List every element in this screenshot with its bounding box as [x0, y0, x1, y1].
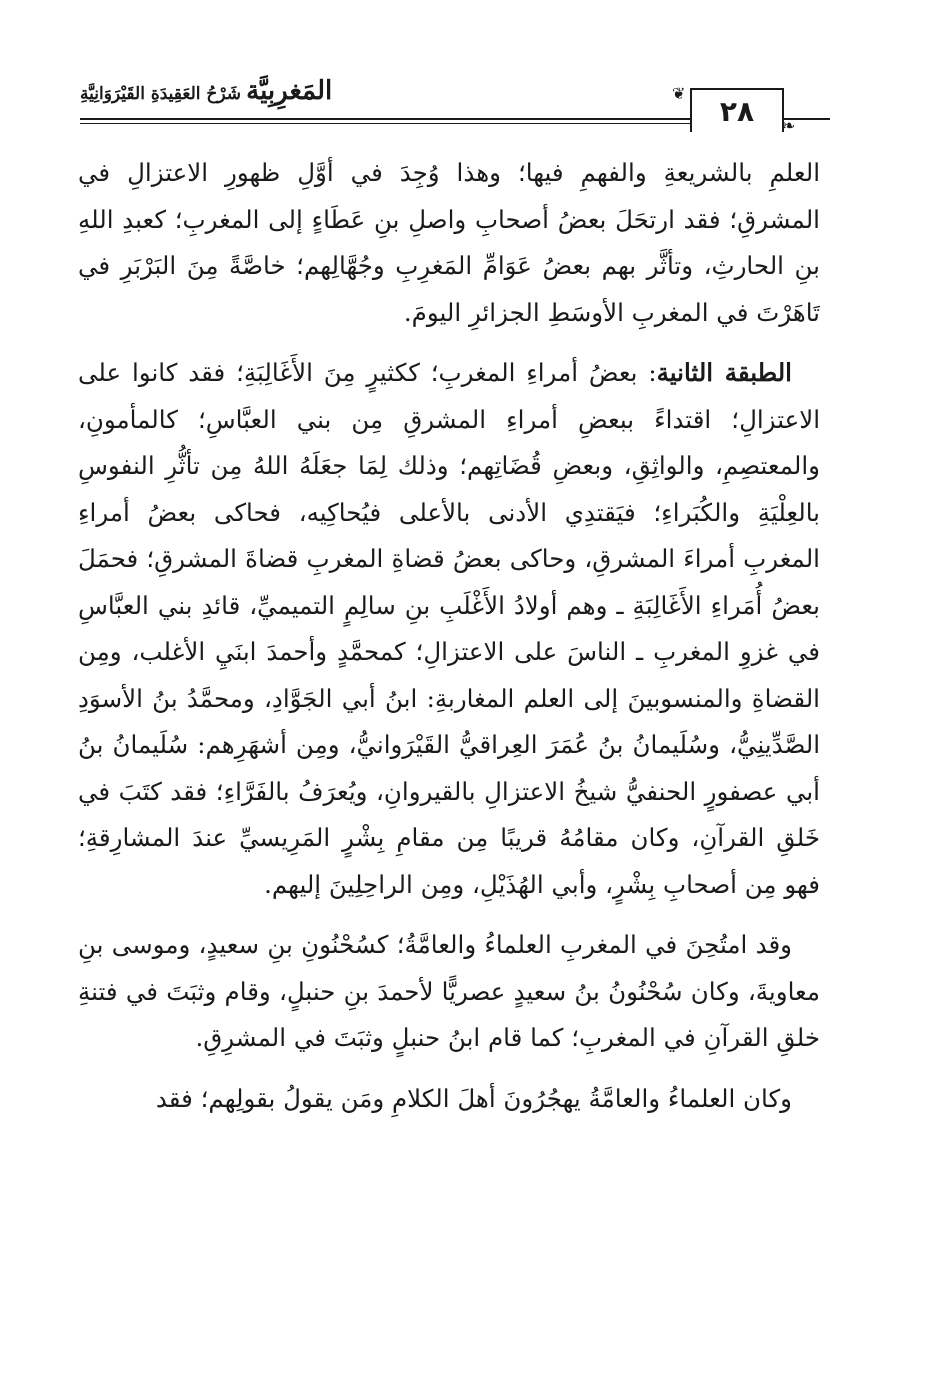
page-header: [0, 70, 928, 140]
section-lead: الطبقة الثانية: [656, 358, 792, 387]
paragraph: [78, 150, 820, 336]
paragraph: [78, 1076, 820, 1123]
book-subtitle: شَرْحُ العَقِيدَةِ القَيْرَوَانِيَّةِ: [80, 84, 242, 104]
page-number-box: [690, 88, 784, 132]
ornament-icon: ❧: [782, 116, 796, 135]
paragraph-text: وكان العلماءُ والعامَّةُ يهجُرُونَ أهلَ الكلامِ ومَن يقولُ بقولِهم؛ فقد: [155, 1083, 792, 1113]
running-title: [80, 76, 332, 106]
ornament-icon: ❦: [672, 84, 686, 103]
paragraph-text: وقد امتُحِنَ في المغربِ العلماءُ والعامَّةُ؛ كسُحْنُونِ بنِ سعيدٍ، وموسى بنِ معاويةَ، وكان سُحْنُونُ بنُ سعيدٍ عصريًّا لأحمدَ بنِ حنبلٍ، وقام وثبَتَ في فتنةِ خلقِ القرآنِ في المغربِ؛ كما قام ابنُ حنبلٍ وثبَتَ في المشرِقِ.: [78, 930, 820, 1052]
paragraph-text: العلمِ بالشريعةِ والفهمِ فيها؛ وهذا وُجِدَ في أوَّلِ ظهورِ الاعتزالِ في المشرقِ؛ فقد ارتحَلَ بعضُ أصحابِ واصلِ بنِ عَطَاءٍ إلى المغربِ؛ كعبدِ اللهِ بنِ الحارثِ، وتأثَّر بهم بعضُ عَوَامِّ المَغرِبِ وجُهَّالِهم؛ خاصَّةً مِنَ البَرْبَرِ في تَاهَرْتَ في المغربِ الأوسَطِ الجزائرِ اليومَ.: [78, 158, 820, 327]
paragraph-text: : بعضُ أمراءِ المغربِ؛ ككثيرٍ مِنَ الأَغَالِبَةِ؛ فقد كانوا على الاعتزالِ؛ اقتداءً ببعضِ أمراءِ المشرقِ مِن بني العبَّاسِ؛ كالمأمونِ، والمعتصِمِ، والواثِقِ، وبعضِ قُضَاتِهم؛ وذلك لِمَا جعَلَهُ اللهُ مِن تأثُّرِ النفوسِ بالعِلْيَةِ والكُبَراءِ؛ فيَقتدِي الأدنى بالأعلى فيُحاكِيه، فحاكى بعضُ أمراءِ المغربِ أمراءَ المشرقِ، وحاكى بعضُ قضاةِ المغربِ قضاةَ المشرقِ؛ فحمَلَ بعضُ أُمَراءِ الأَغَالِبَةِ ـ وهم أولادُ الأَغْلَبِ بنِ سالِمٍ التميميِّ، قائدِ بني العبَّاسِ في غزوِ المغربِ ـ الناسَ على الاعتزالِ؛ كمحمَّدٍ وأحمدَ ابنَيِ الأغلب، ومِن القضاةِ والمنسوبينَ إلى العلم المغاربةِ: ابنُ أبي الجَوَّادِ، ومحمَّدُ بنُ الأسوَدِ الصَّدِّينِيُّ، وسُلَيمانُ بنُ عُمَرَ العِراقيُّ القَيْرَوانيُّ، ومِن أشهَرِهم: سُلَيمانُ بنُ أبي عصفورٍ الحنفيُّ شيخُ الاعتزالِ بالقيروانِ، ويُعرَفُ بالفَرَّاءِ؛ فقد كتَبَ في خَلقِ القرآنِ، وكان مقامُهُ قريبًا مِن مقامِ بِشْرٍ المَرِيسيِّ عندَ المشارِقةِ؛ فهو مِن أصحابِ بِشْرٍ، وأبي الهُذَيْلِ، ومِن الراحِلِينَ إليهم.: [78, 358, 820, 899]
page-number: ٢٨: [719, 94, 755, 128]
paragraph: [78, 350, 820, 908]
paragraph: [78, 922, 820, 1062]
book-title: المَغرِبِيَّة: [246, 76, 333, 106]
page-body: [78, 150, 820, 1365]
header-rule-thin: [80, 123, 700, 124]
